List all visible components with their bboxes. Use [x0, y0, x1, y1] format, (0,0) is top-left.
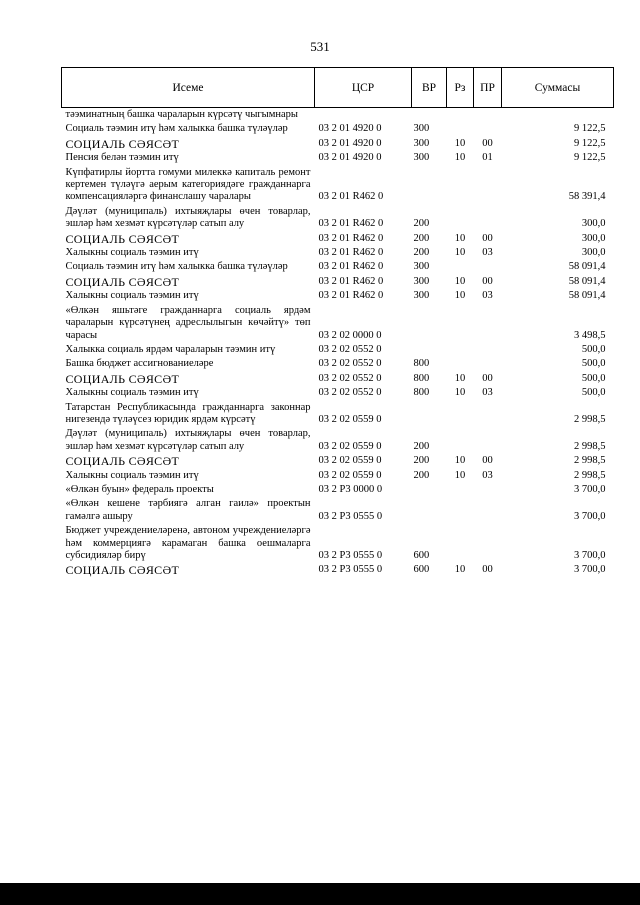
row-sum: 2 998,5: [574, 455, 606, 467]
row-sum: 58 091,4: [568, 261, 606, 273]
row-vr: [412, 304, 447, 343]
row-rz: [447, 108, 474, 123]
row-name: «Өлкән кешене тәрбиягә алган гаилә» проектын гамәлгә ашыру: [65, 498, 311, 522]
row-csr: 03 2 01 4920 0: [318, 137, 382, 149]
row-rz: [447, 524, 474, 563]
table-row: [62, 427, 614, 454]
row-rz: [447, 122, 474, 136]
table-row: [62, 166, 614, 205]
row-pr: 00: [482, 275, 493, 287]
row-rz: 10: [454, 290, 466, 302]
row-name: Башка бюджет ассигнованиеләре: [65, 358, 214, 370]
row-rz: [447, 166, 474, 205]
row-rz: [447, 483, 474, 497]
row-csr: 03 2 P3 0555 0: [318, 550, 383, 561]
row-pr: 03: [482, 469, 493, 481]
row-name: Күпфатирлы йортта гомуми милеккә капиталь ремонт кертемен түләүгә аерым категориядәге гражданнарга компенсацияләргә финанслашу чаралары: [65, 166, 311, 203]
row-rz: [447, 343, 474, 357]
table-row: [62, 483, 614, 497]
row-vr: 200: [413, 440, 430, 452]
table-row: [62, 205, 614, 232]
row-name: Халыкка социаль ярдәм чараларын тәэмин итү: [65, 343, 276, 355]
row-vr: 600: [413, 550, 430, 561]
row-csr: 03 2 P3 0000 0: [318, 483, 383, 495]
row-rz: 10: [454, 232, 466, 244]
table-row: [62, 108, 614, 123]
row-csr: 03 2 01 R462 0: [318, 191, 384, 203]
table-body: [62, 108, 614, 578]
row-sum: 300,0: [581, 232, 606, 244]
row-vr: 300: [413, 261, 430, 273]
row-sum: 500,0: [581, 387, 606, 399]
row-rz: 10: [454, 137, 466, 149]
table-row: [62, 246, 614, 260]
row-vr: [412, 343, 447, 357]
row-pr: 00: [482, 137, 493, 149]
row-csr: 03 2 02 0559 0: [318, 440, 382, 452]
row-pr: [474, 122, 502, 136]
row-pr: [474, 260, 502, 274]
row-pr: 00: [482, 564, 493, 576]
row-sum: 300,0: [581, 247, 606, 259]
row-sum: 3 700,0: [574, 510, 606, 522]
row-csr: 03 2 02 0000 0: [318, 329, 382, 341]
row-name: Социаль тәэмин итү һәм халыкка башка түләүләр: [65, 123, 288, 135]
row-csr: 03 2 01 R462 0: [318, 218, 384, 230]
table-row: [62, 151, 614, 165]
header-pr: ПР: [474, 68, 502, 108]
table-row: [62, 401, 614, 428]
row-csr: 03 2 01 R462 0: [318, 290, 384, 302]
row-vr: 200: [413, 455, 430, 467]
row-rz: 10: [454, 372, 466, 384]
row-csr: 03 2 P3 0555 0: [318, 510, 383, 522]
row-vr: 800: [413, 387, 430, 399]
row-rz: 10: [454, 469, 466, 481]
table-row: [62, 563, 614, 577]
row-pr: [474, 401, 502, 428]
row-sum: 9 122,5: [574, 123, 606, 135]
row-rz: [447, 497, 474, 524]
table-row: [62, 357, 614, 371]
table-row: [62, 524, 614, 563]
row-name: Бюджет учреждениеләренә, автоном учреждениеләргә һәм коммерциягә карамаган башка оешмаларга субсидияләр бирү: [65, 525, 311, 561]
row-sum: 3 498,5: [574, 329, 606, 341]
row-vr: 800: [413, 372, 430, 384]
row-name: «Өлкән буын» федераль проекты: [65, 483, 214, 495]
table-row: [62, 497, 614, 524]
row-name: Халыкны социаль тәэмин итү: [65, 387, 199, 399]
row-vr: [412, 108, 447, 123]
row-rz: [447, 304, 474, 343]
row-vr: 200: [413, 469, 430, 481]
row-pr: 03: [482, 387, 493, 399]
row-pr: [474, 343, 502, 357]
row-pr: [474, 357, 502, 371]
row-name: СОЦИАЛЬ СӘЯСӘТ: [65, 231, 180, 246]
row-vr: 200: [413, 247, 430, 259]
row-name: СОЦИАЛЬ СӘЯСӘТ: [65, 136, 180, 151]
row-pr: [474, 497, 502, 524]
table-row: [62, 122, 614, 136]
row-rz: 10: [454, 247, 466, 259]
row-vr: 300: [413, 123, 430, 135]
table-row: [62, 137, 614, 151]
row-rz: 10: [454, 152, 466, 164]
row-pr: [474, 524, 502, 563]
row-sum: 500,0: [581, 358, 606, 370]
row-rz: [447, 205, 474, 232]
row-sum: [502, 108, 614, 123]
row-csr: 03 2 02 0552 0: [318, 372, 382, 384]
table-row: [62, 454, 614, 468]
row-rz: [447, 357, 474, 371]
row-csr: 03 2 02 0559 0: [318, 413, 382, 425]
table-header-row: [62, 68, 614, 108]
row-sum: 300,0: [581, 218, 606, 230]
row-csr: 03 2 01 R462 0: [318, 232, 384, 244]
row-rz: 10: [454, 275, 466, 287]
table-row: [62, 275, 614, 289]
row-pr: 00: [482, 232, 493, 244]
row-name: СОЦИАЛЬ СӘЯСӘТ: [65, 454, 180, 469]
row-vr: 600: [413, 564, 430, 576]
row-vr: 300: [413, 275, 430, 287]
header-sum: Суммасы: [502, 68, 614, 108]
header-name: Исеме: [62, 68, 315, 108]
row-vr: 200: [413, 232, 430, 244]
row-csr: 03 2 01 R462 0: [318, 275, 384, 287]
budget-table: [61, 67, 614, 578]
row-pr: [474, 166, 502, 205]
row-pr: [474, 483, 502, 497]
row-rz: 10: [454, 387, 466, 399]
row-csr: 03 2 02 0552 0: [318, 343, 382, 355]
row-sum: 500,0: [581, 372, 606, 384]
row-vr: [412, 401, 447, 428]
row-csr: 03 2 01 4920 0: [318, 152, 382, 164]
table-row: [62, 260, 614, 274]
row-sum: 58 091,4: [568, 290, 606, 302]
row-pr: 00: [482, 455, 493, 467]
row-csr: 03 2 02 0559 0: [318, 469, 382, 481]
row-sum: 2 998,5: [574, 440, 606, 452]
table-row: [62, 232, 614, 246]
row-csr: 03 2 02 0552 0: [318, 387, 382, 399]
row-vr: [412, 483, 447, 497]
header-csr: ЦСР: [315, 68, 412, 108]
row-vr: [412, 166, 447, 205]
row-name: Социаль тәэмин итү һәм халыкка башка түләүләр: [65, 261, 288, 273]
row-rz: 10: [454, 455, 466, 467]
row-sum: 3 700,0: [574, 564, 606, 576]
row-sum: 3 700,0: [574, 483, 606, 495]
row-name: Дәүләт (муниципаль) ихтыяҗлары өчен товарлар, эшләр һәм хезмәт күрсәтүләр сатып алу: [65, 428, 311, 452]
row-pr: [474, 304, 502, 343]
row-sum: 58 091,4: [568, 275, 606, 287]
row-rz: 10: [454, 564, 466, 576]
row-name: СОЦИАЛЬ СӘЯСӘТ: [65, 274, 180, 289]
row-csr: [315, 108, 412, 123]
table-row: [62, 343, 614, 357]
row-pr: 03: [482, 290, 493, 302]
row-pr: [474, 427, 502, 454]
row-csr: 03 2 02 0552 0: [318, 358, 382, 370]
table-row: [62, 289, 614, 303]
row-vr: 300: [413, 152, 430, 164]
scan-border-bar: [0, 883, 640, 905]
row-csr: 03 2 01 R462 0: [318, 247, 384, 259]
row-sum: 500,0: [581, 343, 606, 355]
row-pr: [474, 205, 502, 232]
row-pr: [474, 108, 502, 123]
row-vr: 300: [413, 137, 430, 149]
row-sum: 9 122,5: [574, 152, 606, 164]
row-rz: [447, 427, 474, 454]
row-pr: 03: [482, 247, 493, 259]
row-vr: [412, 497, 447, 524]
table-row: [62, 386, 614, 400]
row-sum: 3 700,0: [574, 550, 606, 561]
row-name: Халыкны социаль тәэмин итү: [65, 469, 199, 481]
row-name: Дәүләт (муниципаль) ихтыяҗлары өчен товарлар, эшләр һәм хезмәт күрсәтүләр сатып алу: [65, 205, 311, 230]
table-row: [62, 372, 614, 386]
table-row: [62, 304, 614, 343]
page-number: 531: [310, 39, 330, 54]
header-rz: Рз: [447, 68, 474, 108]
row-name: Пенсия белән тәэмин итү: [65, 152, 179, 164]
row-pr: 00: [482, 372, 493, 384]
row-name: тәэминатның башка чараларын күрсәтү чыгымнары: [65, 109, 298, 120]
row-name: Татарстан Республикасында гражданнарга законнар нигезендә түләүсез юридик ярдәм күрсәтү: [65, 401, 311, 425]
row-name: «Өлкән яшьтәге гражданнарга социаль ярдәм чараларын күрсәтүнең адреслылыгын көчәйтү» төп чарасы: [65, 304, 311, 341]
row-rz: [447, 260, 474, 274]
row-csr: 03 2 01 R462 0: [318, 261, 384, 273]
row-sum: 9 122,5: [574, 137, 606, 149]
table-row: [62, 469, 614, 483]
row-sum: 2 998,5: [574, 413, 606, 425]
row-csr: 03 2 P3 0555 0: [318, 564, 383, 576]
row-vr: 300: [413, 290, 430, 302]
row-pr: 01: [482, 152, 493, 164]
row-name: Халыкны социаль тәэмин итү: [65, 247, 199, 259]
row-csr: 03 2 01 4920 0: [318, 123, 382, 135]
row-sum: 2 998,5: [574, 469, 606, 481]
row-vr: 800: [413, 358, 430, 370]
row-name: СОЦИАЛЬ СӘЯСӘТ: [65, 563, 180, 578]
header-vr: ВР: [412, 68, 447, 108]
row-sum: 58 391,4: [568, 191, 606, 203]
row-name: Халыкны социаль тәэмин итү: [65, 290, 199, 302]
row-name: СОЦИАЛЬ СӘЯСӘТ: [65, 371, 180, 386]
row-vr: 200: [413, 218, 430, 230]
row-rz: [447, 401, 474, 428]
row-csr: 03 2 02 0559 0: [318, 455, 382, 467]
